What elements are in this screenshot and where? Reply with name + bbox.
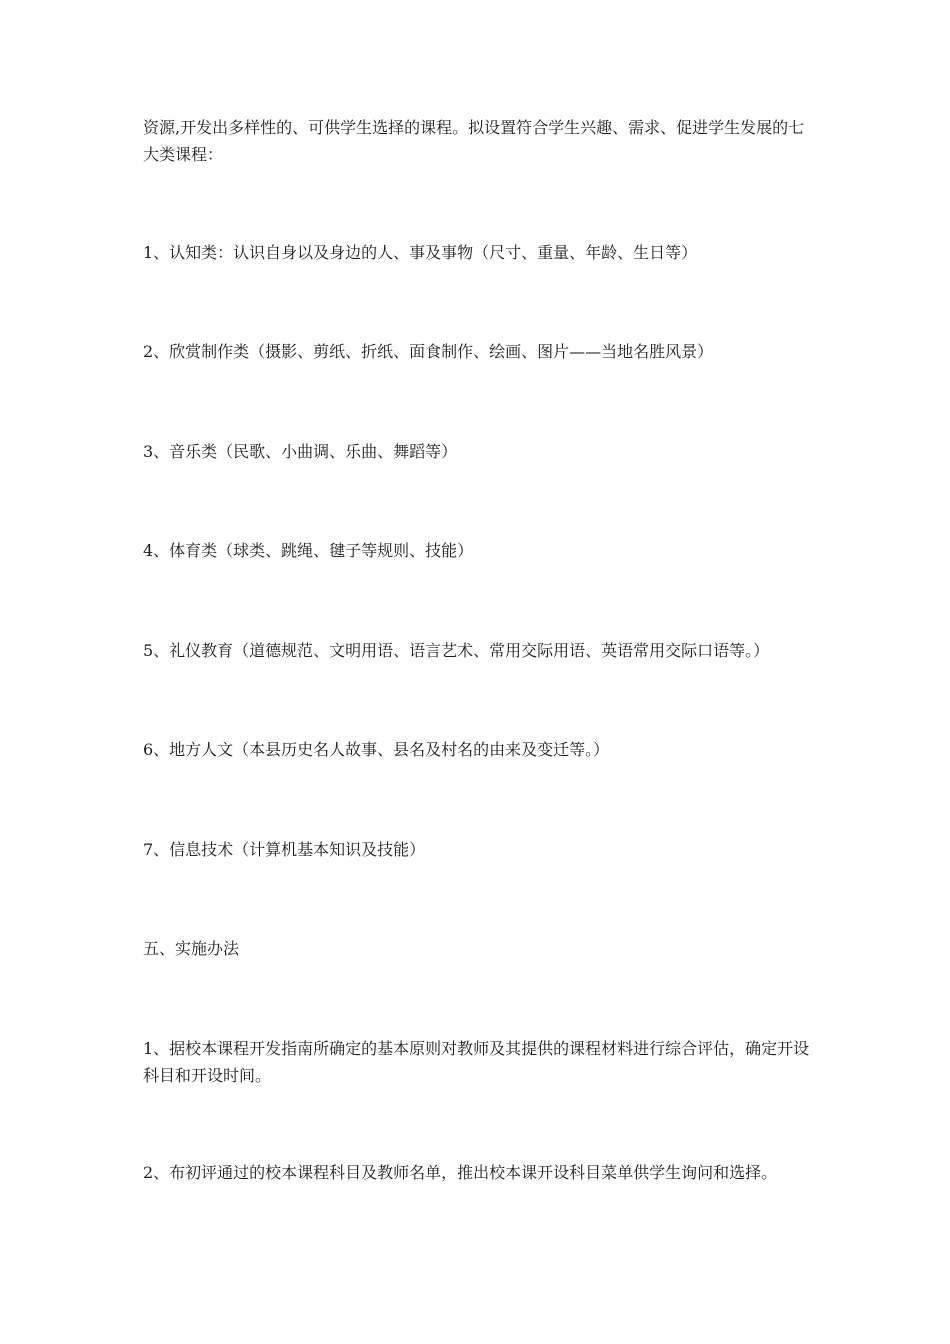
course-item-2: 2、欣赏制作类（摄影、剪纸、折纸、面食制作、绘画、图片——当地名胜风景） (143, 342, 714, 361)
implementation-step-1: 1、据校本课程开发指南所确定的基本原则对教师及其提供的课程材料进行综合评估，确定开设科目和开设时间。 (143, 1039, 810, 1085)
course-item-1: 1、认知类：认识自身以及身边的人、事及事物（尺寸、重量、年龄、生日等） (143, 243, 698, 262)
course-item-6: 6、地方人文（本县历史名人故事、县名及村名的由来及变迁等。） (143, 740, 610, 759)
course-item-3: 3、音乐类（民歌、小曲调、乐曲、舞蹈等） (143, 442, 458, 461)
course-item-7: 7、信息技术（计算机基本知识及技能） (143, 840, 426, 859)
course-item-4: 4、体育类（球类、跳绳、毽子等规则、技能） (143, 541, 474, 560)
course-item-5: 5、礼仪教育（道德规范、文明用语、语言艺术、常用交际用语、英语常用交际口语等。） (143, 641, 770, 660)
implementation-step-2: 2、布初评通过的校本课程科目及教师名单，推出校本课开设科目菜单供学生询问和选择。 (143, 1163, 778, 1182)
intro-paragraph: 资源,开发出多样性的、可供学生选择的课程。拟设置符合学生兴趣、需求、促进学生发展的七大类课程： (143, 118, 805, 164)
section-heading-implementation: 五、实施办法 (143, 939, 240, 958)
